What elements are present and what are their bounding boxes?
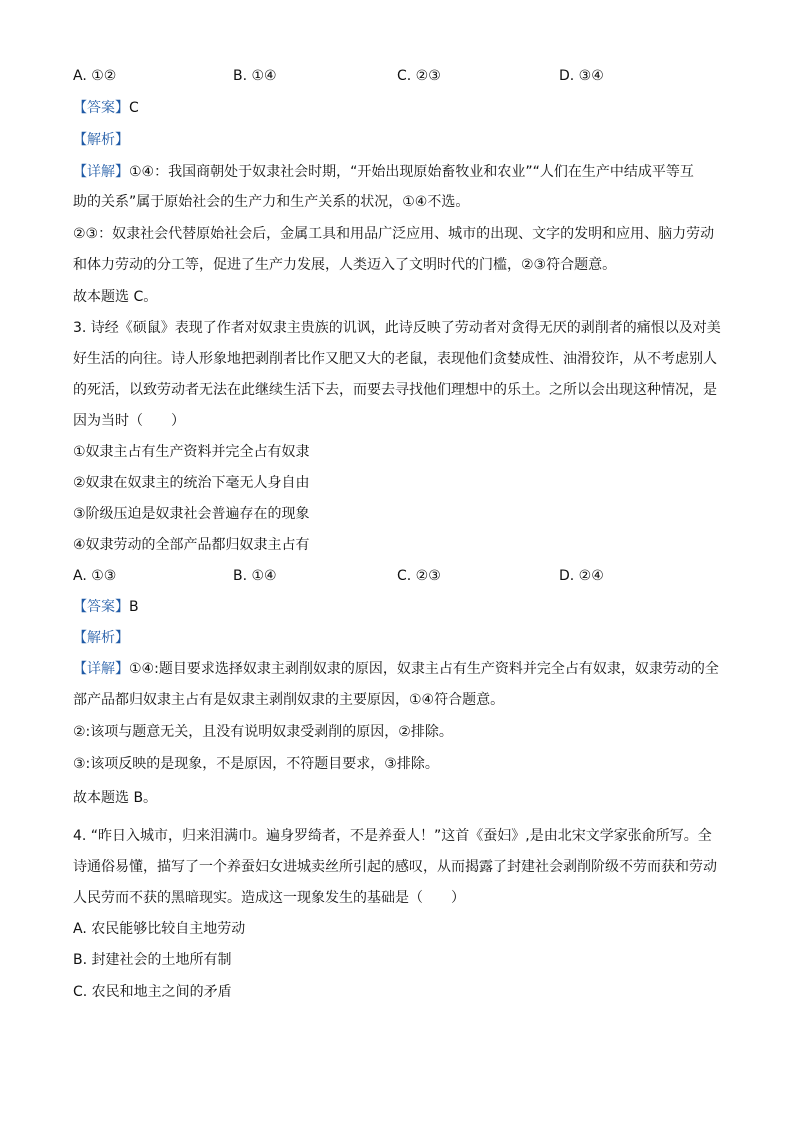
answer-tag: 【答案】 — [73, 599, 129, 615]
q3-stem-line-2: 好生活的向往。诗人形象地把剥削者比作又肥又大的老鼠，表现他们贪婪成性、油滑狡诈，从不考虑别人 — [73, 351, 717, 367]
q3-detail-line-4: ③:该项反映的是现象，不是原因，不符题目要求，③排除。 — [73, 756, 439, 772]
q3-option-d: D. ②④ — [559, 568, 604, 584]
q4-stem-line-2: 诗通俗易懂，描写了一个养蚕妇女进城卖丝所引起的感叹，从而揭露了封建社会剥削阶级不劳而获和劳动 — [73, 859, 717, 875]
q2-analysis-tag: 【解析】 — [73, 132, 129, 148]
q2-detail-line-4: 和体力劳动的分工等，促进了生产力发展，人类迈入了文明时代的门槛，②③符合题意。 — [73, 257, 617, 273]
q3-answer — [73, 597, 139, 617]
q3-item-1: ①奴隶主占有生产资料并完全占有奴隶 — [73, 444, 310, 460]
detail-tag: 【详解】 — [73, 164, 129, 180]
q3-option-a: A. ①③ — [73, 568, 117, 584]
q4-stem-line-3: 人民劳而不获的黑暗现实。造成这一现象发生的基础是（ ） — [73, 890, 465, 906]
q2-option-a: A. ①② — [73, 68, 117, 84]
q2-option-c: C. ②③ — [397, 68, 441, 84]
q3-stem-line-3: 的死活，以致劳动者无法在此继续生活下去，而要去寻找他们理想中的乐土。之所以会出现这种情况，是 — [73, 382, 717, 398]
q2-detail-line-1: 【详解】①④：我国商朝处于奴隶社会时期，“开始出现原始畜牧业和农业”“人们在生产中结成平等互 — [73, 164, 694, 180]
q4-option-b: B. 封建社会的土地所有制 — [73, 952, 232, 968]
q2-detail-line-3: ②③：奴隶社会代替原始社会后，金属工具和用品广泛应用、城市的出现、文字的发明和应用、脑力劳动 — [73, 226, 715, 242]
q3-item-3: ③阶级压迫是奴隶社会普遍存在的现象 — [73, 506, 310, 522]
q4-option-c: C. 农民和地主之间的矛盾 — [73, 984, 232, 1000]
q4-stem-line-1: 4. “昨日入城市，归来泪满巾。遍身罗绮者，不是养蚕人！”这首《蚕妇》,是由北宋文学家张俞所写。全 — [73, 828, 712, 844]
q3-option-b: B. ①④ — [233, 568, 277, 584]
answer-tag: 【答案】 — [73, 100, 129, 116]
q2-answer — [73, 98, 139, 118]
q2-option-b: B. ①④ — [233, 68, 277, 84]
q3-stem-line-4: 因为当时（ ） — [73, 413, 185, 429]
q2-conclusion: 故本题选 C。 — [73, 289, 158, 305]
q3-item-4: ④奴隶劳动的全部产品都归奴隶主占有 — [73, 537, 310, 553]
q3-item-2: ②奴隶在奴隶主的统治下毫无人身自由 — [73, 475, 310, 491]
q3-detail-line-2: 部产品都归奴隶主占有是奴隶主剥削奴隶的主要原因，①④符合题意。 — [73, 692, 505, 708]
answer-value: B — [129, 599, 139, 615]
q2-option-d: D. ③④ — [559, 68, 604, 84]
q2-options — [73, 66, 723, 86]
q3-options — [73, 566, 723, 586]
q2-detail-line-2: 助的关系”属于原始社会的生产力和生产关系的状况，①④不选。 — [73, 194, 470, 210]
q3-option-c: C. ②③ — [397, 568, 441, 584]
q4-option-a: A. 农民能够比较自主地劳动 — [73, 921, 246, 937]
answer-value: C — [129, 100, 139, 116]
q3-stem-line-1: 3. 诗经《硕鼠》表现了作者对奴隶主贵族的讥讽，此诗反映了劳动者对贪得无厌的剥削者的痛恨以及对美 — [73, 320, 721, 336]
q3-conclusion: 故本题选 B。 — [73, 790, 158, 806]
q3-detail-line-3: ②:该项与题意无关，且没有说明奴隶受剥削的原因，②排除。 — [73, 724, 453, 740]
q3-analysis-tag: 【解析】 — [73, 630, 129, 646]
detail-tag: 【详解】 — [73, 661, 129, 677]
q3-detail-line-1: 【详解】①④:题目要求选择奴隶主剥削奴隶的原因，奴隶主占有生产资料并完全占有奴隶，奴隶劳动的全 — [73, 661, 719, 677]
